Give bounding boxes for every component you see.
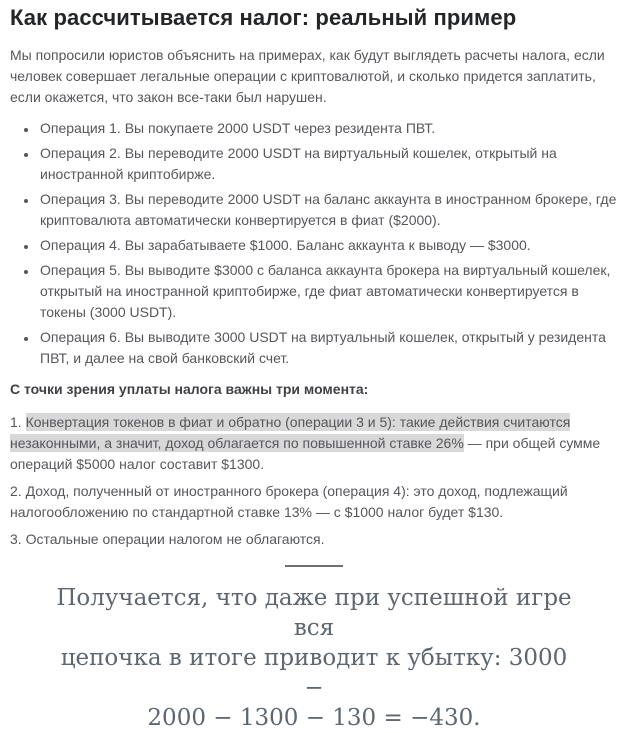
moment-1-number: 1. [10,414,26,430]
moment-3-text: Остальные операции налогом не облагаются. [25,531,325,547]
section-divider [285,565,343,567]
pull-quote-line-3: 2000 − 1300 − 130 = −430. [147,705,481,731]
page-title: Как рассчитывается налог: реальный пример [10,5,517,30]
pull-quote [54,583,574,733]
list-item-operation-4: • Операция 4. Вы зарабатываете $1000. Баланс аккаунта к выводу — $3000. [38,235,618,256]
moment-3-number: 3. [10,531,26,547]
moment-1-rest: — при общей сумме операций $5000 налог составит $1300. [10,435,601,472]
moment-2-text: Доход, полученный от иностранного брокера (операция 4): это доход, подлежащий налогообложению по стандартной ставке 13% — с $1000 налог будет $130. [10,483,568,520]
moment-paragraph-3 [10,529,618,550]
moments-subheading: С точки зрения уплаты налога важны три момента: [10,381,369,397]
highlighted-text: Конвертация токенов в фиат и обратно (операции 3 и 5): такие действия считаются незаконными, а значит, доход облагается по повышенной ставке 26% [10,414,571,451]
intro-paragraph: Мы попросили юристов объяснить на примерах, как будут выглядеть расчеты налога, если человек совершает легальные операции с криптовалютой, и сколько придется заплатить, если окажется, что закон все-таки был нарушен. [10,47,605,105]
moment-2-number: 2. [10,483,26,499]
list-item-operation-2: • Операция 2. Вы переводите 2000 USDT на виртуальный кошелек, открытый на иностранной криптобирже. [38,143,618,185]
list-item-operation-1: • Операция 1. Вы покупаете 2000 USDT через резидента ПВТ. [38,118,618,139]
list-item-operation-3: • Операция 3. Вы переводите 2000 USDT на баланс аккаунта в иностранном брокере, где криптовалюта автоматически конвертируется в фиат ($2000). [38,189,618,231]
list-item-operation-6: • Операция 6. Вы выводите 3000 USDT на виртуальный кошелек, открытый у резидента ПВТ, и далее на свой банковский счет. [38,327,618,369]
moment-paragraph-1 [10,412,618,475]
pull-quote-line-1: Получается, что даже при успешной игре вся [56,585,572,641]
operations-list [10,118,618,369]
pull-quote-line-2: цепочка в итоге приводит к убытку: 3000 − [60,645,568,701]
list-item-operation-5: • Операция 5. Вы выводите $3000 с баланса аккаунта брокера на виртуальный кошелек, открытый на иностранной криптобирже, где фиат автоматически конвертируется в токены (3000 USDT). [38,260,618,323]
moment-paragraph-2 [10,481,618,523]
